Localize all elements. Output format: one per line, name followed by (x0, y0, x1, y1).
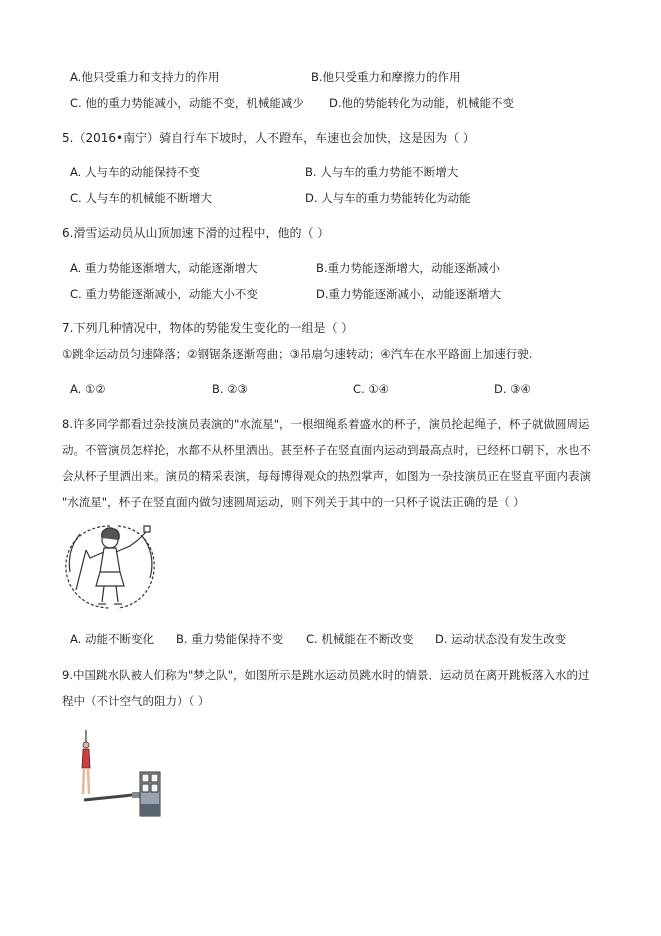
q7-option-c: C. ①④ (353, 382, 389, 396)
q6-option-b: B.重力势能逐渐增大，动能逐渐减小 (316, 261, 501, 275)
q8-stem-line-2: 动。不管演员怎样抡，水都不从杯里洒出。甚至杯子在竖直面内运动到最高点时，已经杯口朝下，水也不 (62, 443, 591, 457)
q4-option-a: A.他只受重力和支持力的作用 (70, 70, 220, 84)
q4-option-c: C. 他的重力势能减小，动能不变，机械能减少 (70, 96, 304, 110)
q7-option-d: D. ③④ (494, 382, 531, 396)
q8-option-c: C. 机械能在不断改变 (306, 632, 414, 646)
q6-option-c: C. 重力势能逐渐减小，动能大小不变 (70, 287, 258, 301)
q5-stem: 5.（2016•南宁）骑自行车下坡时，人不蹬车，车速也会加快，这是因为（ ） (62, 131, 475, 145)
q7-option-a: A. ①② (70, 382, 106, 396)
water-meteor-figure (60, 520, 160, 612)
q5-option-b: B. 人与车的重力势能不断增大 (305, 165, 459, 179)
q8-option-d: D. 运动状态没有发生改变 (435, 632, 567, 646)
q6-option-d: D.重力势能逐渐减小，动能逐渐增大 (316, 287, 502, 301)
q7-stem: 7.下列几种情况中，物体的势能发生变化的一组是（ ） (62, 321, 354, 335)
q9-stem-line-1: 9.中国跳水队被人们称为"梦之队"，如图所示是跳水运动员跳水时的情景．运动员在离开跳板落入水的过 (62, 668, 590, 682)
q9-stem-line-2: 程中（不计空气的阻力）（ ） (62, 694, 210, 708)
q8-option-a: A. 动能不断变化 (70, 632, 154, 646)
diver-figure (70, 728, 166, 820)
q6-option-a: A. 重力势能逐渐增大，动能逐渐增大 (70, 261, 258, 275)
q8-stem-line-3: 会从杯子里洒出来。演员的精采表演，每每博得观众的热烈掌声，如图为一杂技演员正在竖直平面内表演 (62, 469, 591, 483)
q5-option-a: A. 人与车的动能保持不变 (70, 165, 200, 179)
q6-stem: 6.滑雪运动员从山顶加速下滑的过程中，他的（ ） (62, 226, 330, 240)
q4-option-d: D.他的势能转化为动能，机械能不变 (329, 96, 515, 110)
q8-stem-line-4: "水流星"，杯子在竖直面内做匀速圆周运动，则下列关于其中的一只杯子说法正确的是（ ） (62, 495, 525, 509)
q8-option-b: B. 重力势能保持不变 (176, 632, 284, 646)
q5-option-d: D. 人与车的重力势能转化为动能 (305, 191, 471, 205)
q8-stem-line-1: 8.许多同学都看过杂技演员表演的"水流星"，一根细绳系着盛水的杯子，演员抡起绳子，杯子就做圆周运 (62, 417, 590, 431)
q5-option-c: C. 人与车的机械能不断增大 (70, 191, 212, 205)
q4-option-b: B.他只受重力和摩擦力的作用 (311, 70, 461, 84)
q7-option-b: B. ②③ (212, 382, 248, 396)
q7-items: ①跳伞运动员匀速降落；②钢锯条逐渐弯曲；③吊扇匀速转动；④汽车在水平路面上加速行驶. (62, 347, 533, 361)
